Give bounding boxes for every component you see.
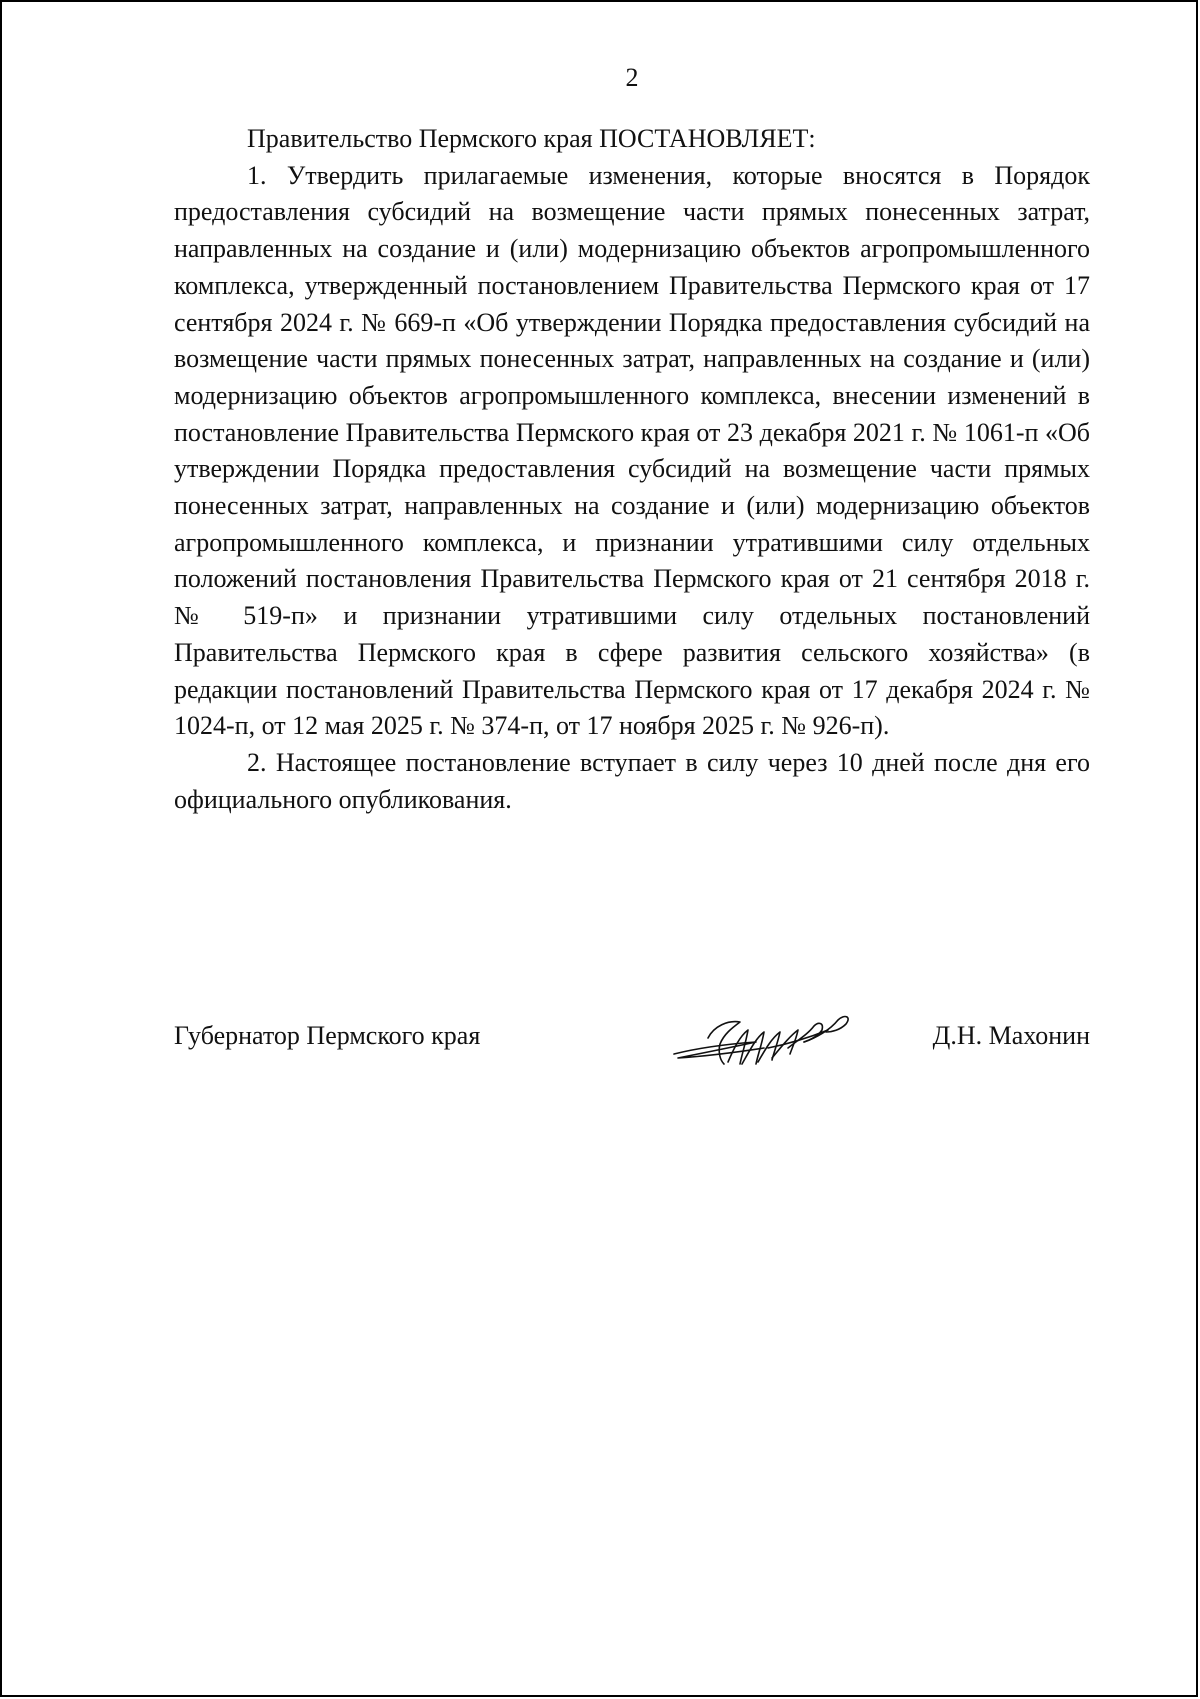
signature-block [174,1018,1090,1078]
handwritten-signature-icon [668,1008,858,1070]
page-number: 2 [625,63,639,92]
decree-item-2: 2. Настоящее постановление вступает в силу через 10 дней после дня его официального опубликования. [174,747,1090,814]
decree-body [174,121,1090,818]
decree-preamble: Правительство Пермского края ПОСТАНОВЛЯЕТ: [247,124,816,153]
signatory-position: Губернатор Пермского края [174,1021,481,1050]
decree-item-1: 1. Утвердить прилагаемые изменения, которые вносятся в Порядок предоставления субсидий на возмещение части прямых понесенных затрат, направленных на создание и (или) модернизацию объектов агропромышленного комплекса, утвержденный постановлением Правительства Пермского края от 17 сентября 2024 г. № 669-п «Об утверждении Порядка предоставления субсидий на возмещение части прямых понесенных затрат, направленных на создание и (или) модернизацию объектов агропромышленного комплекса, внесении изменений в постановление Правительства Пермского края от 23 декабря 2021 г. № 1061-п «Об утверждении Порядка предоставления субсидий на возмещение части прямых понесенных затрат, направленных на создание и (или) модернизацию объектов агропромышленного комплекса, и признании утратившими силу отдельных положений постановления Правительства Пермского края от 21 сентября 2018 г. № 519-п» и признании утратившими силу отдельных постановлений Правительства Пермского края в сфере развития сельского хозяйства» (в редакции постановлений Правительства Пермского края от 17 декабря 2024 г. № 1024-п, от 12 мая 2025 г. № 374-п, от 17 ноября 2025 г. № 926-п). [174,160,1090,741]
signatory-name: Д.Н. Махонин [932,1021,1090,1050]
